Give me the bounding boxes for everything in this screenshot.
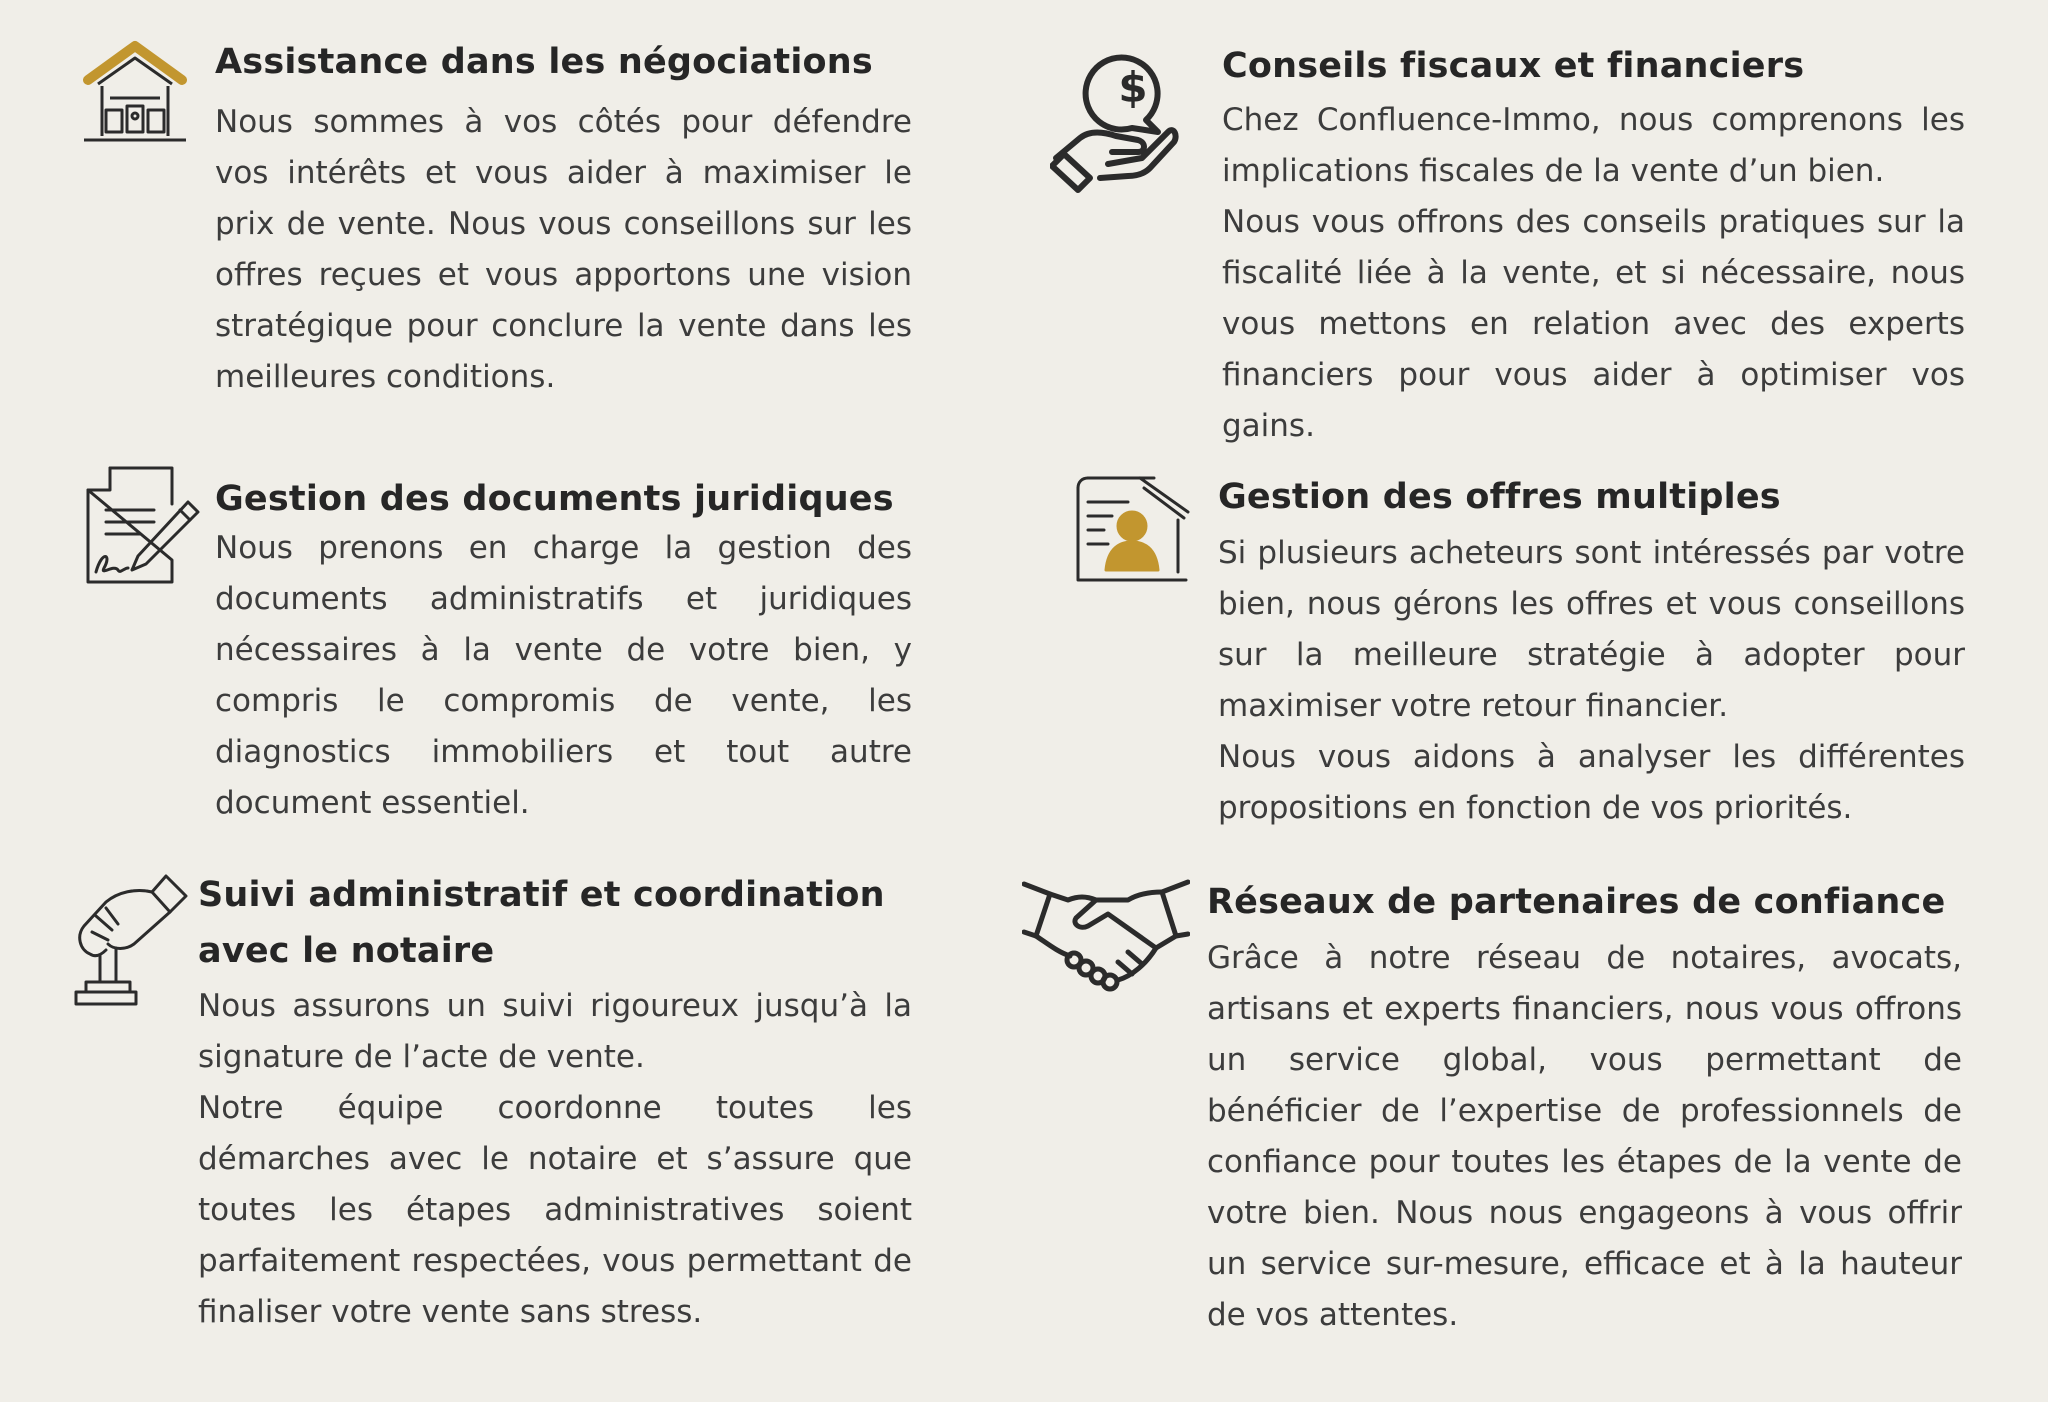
stamp-icon — [72, 874, 188, 1012]
paragraph: Si plusieurs acheteurs sont intéressés par votre bien, nous gérons les offres et vous conseillons sur la meilleure stratégie à adopter pour maximiser votre retour financier. — [1218, 535, 1965, 724]
service-description — [1218, 528, 1965, 834]
service-description — [215, 97, 912, 403]
property-profile-icon — [1074, 476, 1194, 586]
paragraph: Grâce à notre réseau de notaires, avocats, artisans et experts financiers, nous vous offrons un service global, vous permettant de bénéficier de l’expertise de professionnels de confiance pour toutes les étapes de la vente de votre bien. Nous nous engageons à vous offrir un service sur-mesure, efficace et à la hauteur de vos attentes. — [1207, 940, 1962, 1333]
signed-document-icon — [84, 464, 202, 586]
service-title: Conseils fiscaux et financiers — [1222, 46, 1805, 86]
service-description — [198, 981, 912, 1338]
paragraph: Chez Confluence-Immo, nous comprenons les implications fiscales de la vente d’un bien. — [1222, 102, 1965, 189]
paragraph: Notre équipe coordonne toutes les démarches avec le notaire et s’assure que toutes les étapes administratives soient parfaitement respectées, vous permettant de finaliser votre vente sans stress. — [198, 1090, 912, 1330]
service-title: Gestion des offres multiples — [1218, 477, 1781, 517]
service-description — [1207, 933, 1962, 1341]
paragraph: Nous vous offrons des conseils pratiques sur la fiscalité liée à la vente, et si nécessaire, nous vous mettons en relation avec des experts financiers pour vous aider à optimiser vos gains. — [1222, 204, 1965, 444]
paragraph: Nous vous aidons à analyser les différentes propositions en fonction de vos priorités. — [1218, 739, 1965, 826]
paragraph: Nous prenons en charge la gestion des documents administratifs et juridiques nécessaires à la vente de votre bien, y compris le compromis de vente, les diagnostics immobiliers et tout autre document essentiel. — [215, 530, 912, 821]
svg-text:$: $ — [1118, 63, 1148, 112]
service-title: Assistance dans les négociations — [215, 42, 873, 82]
paragraph: Nous assurons un suivi rigoureux jusqu’à la signature de l’acte de vente. — [198, 988, 912, 1075]
house-icon — [80, 40, 190, 146]
handshake-icon — [1022, 878, 1190, 992]
service-description — [215, 523, 912, 829]
paragraph: Nous sommes à vos côtés pour défendre vos intérêts et vous aider à maximiser le prix de vente. Nous vous conseillons sur les offres reçues et vous apportons une vision stratégique pour conclure la vente dans les meilleures conditions. — [215, 104, 912, 395]
service-description — [1222, 95, 1965, 452]
hand-dollar-icon — [1050, 40, 1180, 200]
service-title: Suivi administratif et coordination avec le notaire — [198, 875, 885, 971]
service-title: Réseaux de partenaires de confiance — [1207, 882, 1946, 922]
service-title: Gestion des documents juridiques — [215, 479, 894, 519]
